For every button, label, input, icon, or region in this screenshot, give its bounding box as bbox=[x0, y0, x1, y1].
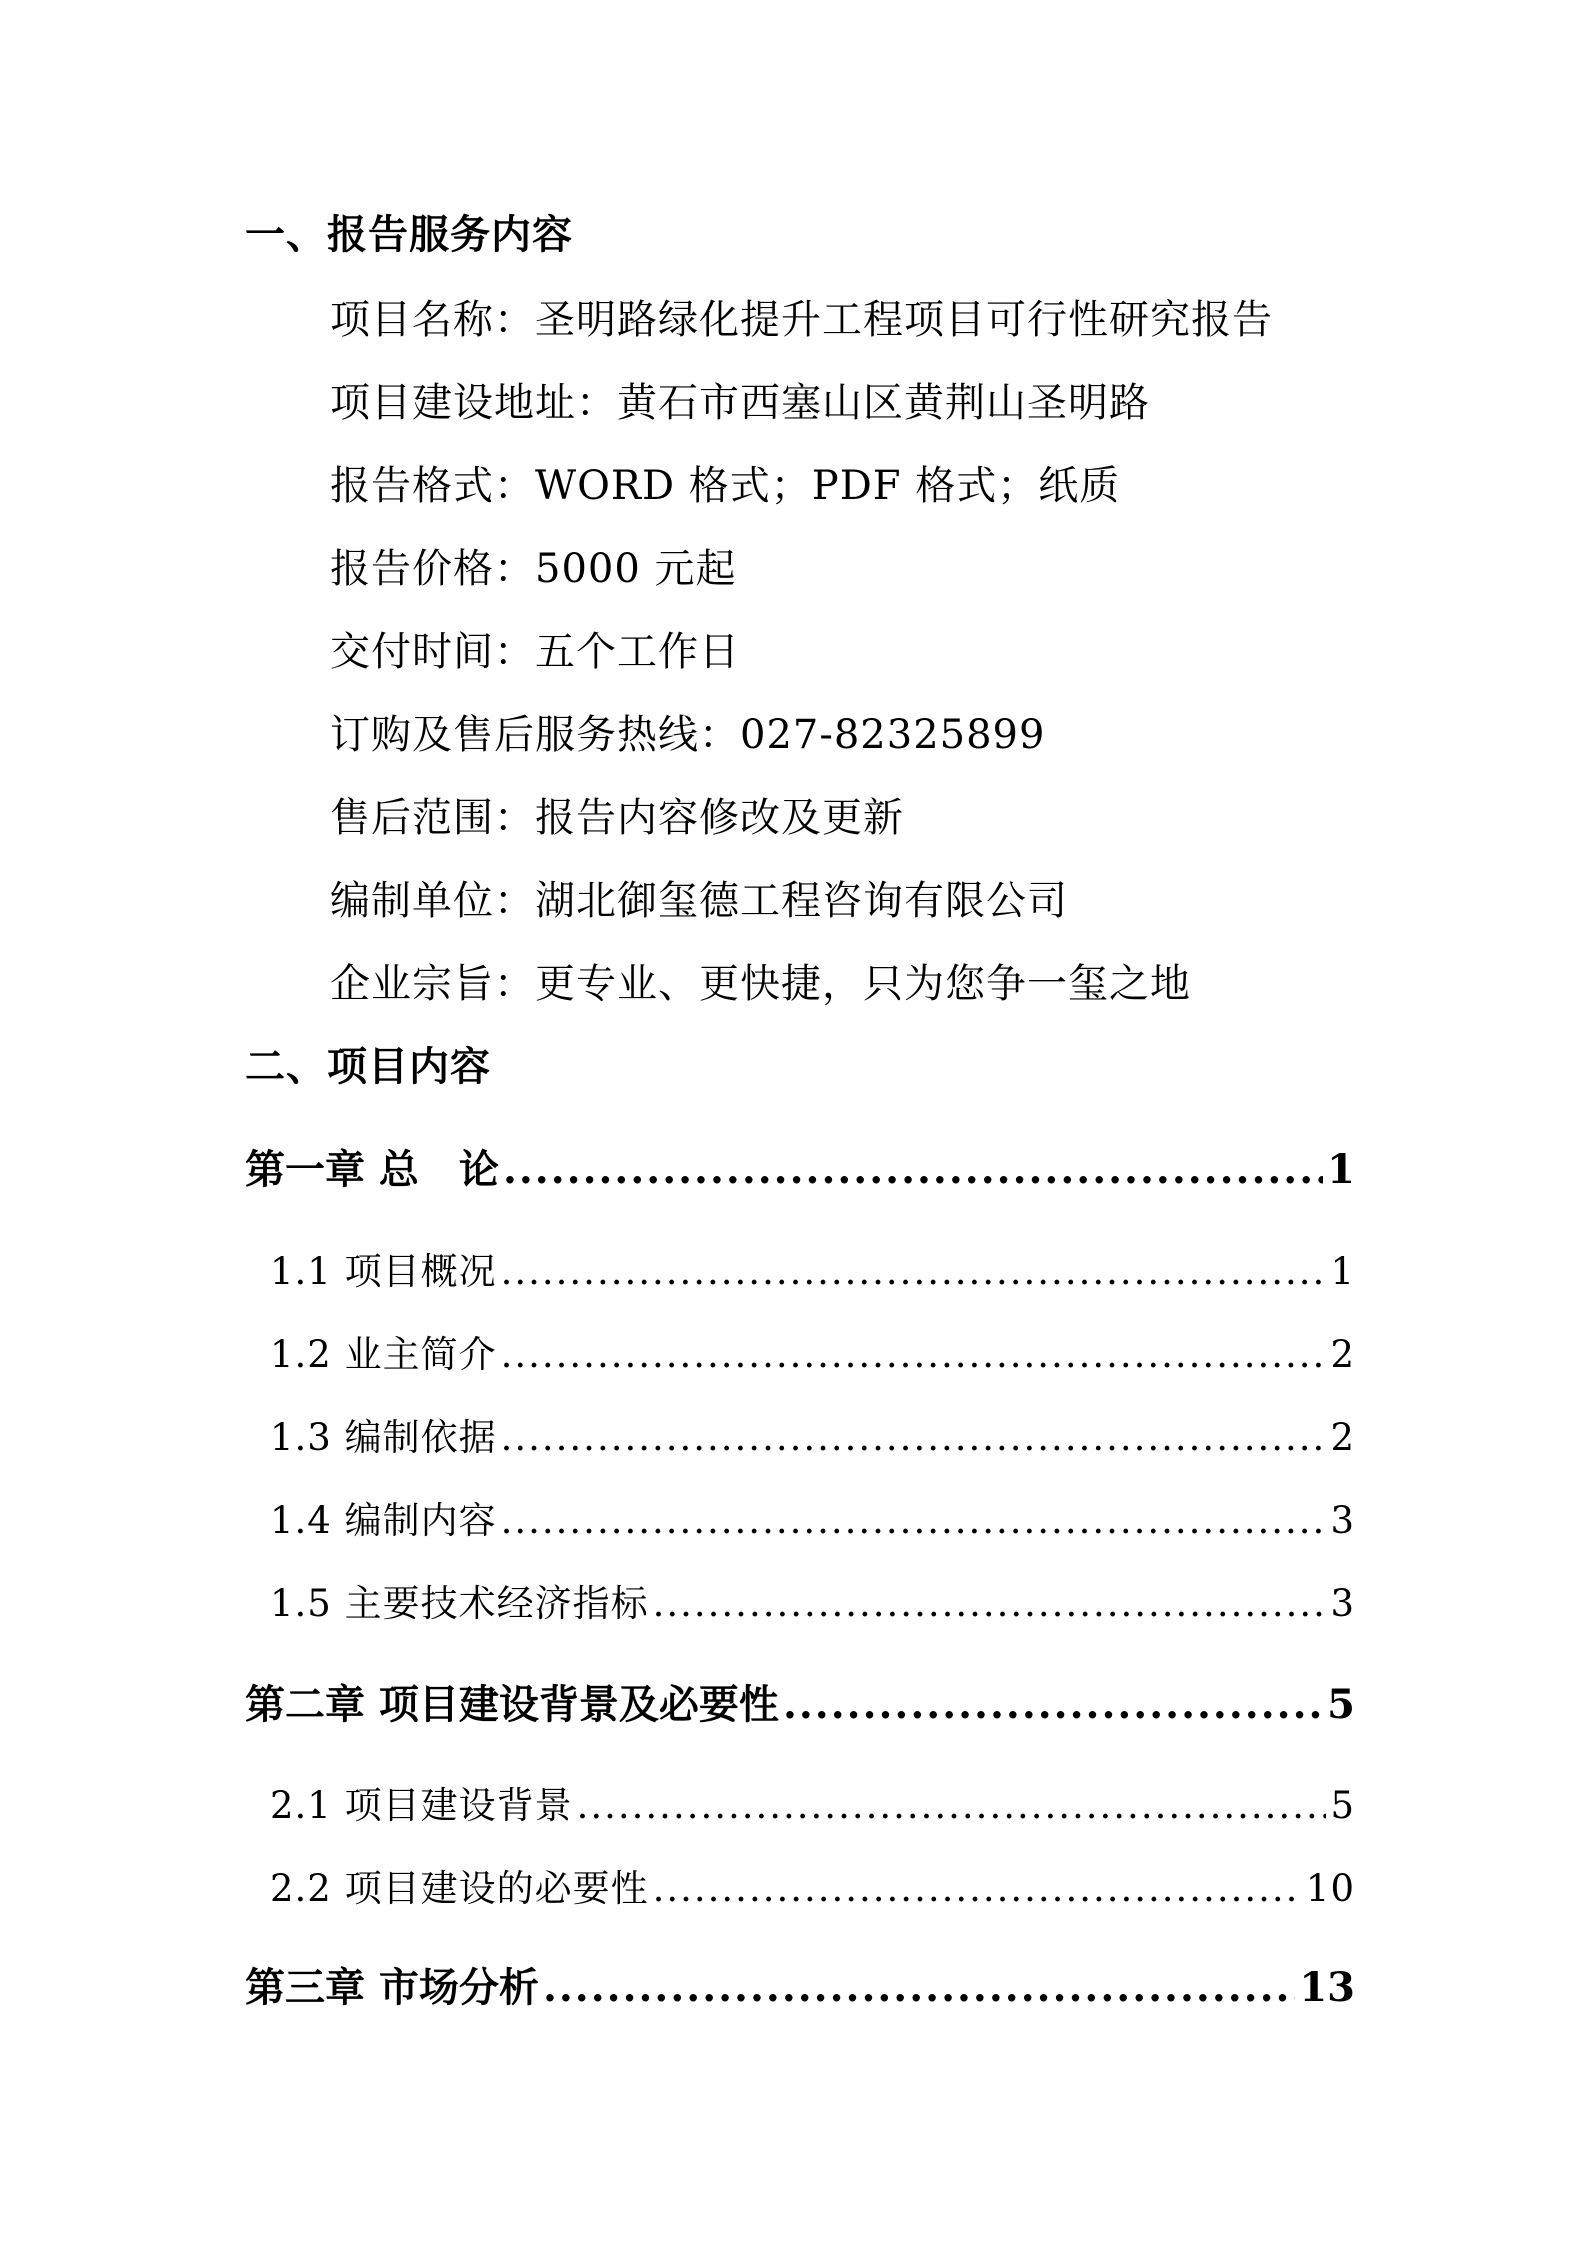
toc-label: 2.1 项目建设背景 bbox=[270, 1784, 573, 1827]
info-service-scope: 售后范围：报告内容修改及更新 bbox=[330, 795, 904, 841]
toc-page-number: 13 bbox=[1299, 1964, 1355, 2011]
toc-label: 1.4 编制内容 bbox=[270, 1499, 497, 1542]
toc-entry[interactable] bbox=[245, 1964, 1355, 2011]
toc-leader bbox=[501, 1502, 1327, 1539]
toc-leader bbox=[577, 1787, 1327, 1824]
toc-label: 1.5 主要技术经济指标 bbox=[270, 1582, 649, 1625]
toc-label: 2.2 项目建设的必要性 bbox=[270, 1867, 649, 1910]
toc-label: 第三章 市场分析 bbox=[245, 1964, 539, 2011]
toc-page-number: 3 bbox=[1330, 1582, 1355, 1625]
toc-entry[interactable] bbox=[270, 1416, 1355, 1459]
toc-leader bbox=[501, 1419, 1327, 1456]
toc-page-number: 10 bbox=[1305, 1867, 1355, 1910]
toc-entry[interactable] bbox=[270, 1582, 1355, 1625]
toc-page-number: 3 bbox=[1330, 1499, 1355, 1542]
toc-entry[interactable] bbox=[245, 1681, 1355, 1728]
toc-leader bbox=[501, 1253, 1327, 1290]
info-project-address: 项目建设地址：黄石市西塞山区黄荆山圣明路 bbox=[330, 380, 1150, 426]
toc-entry[interactable] bbox=[245, 1146, 1355, 1193]
info-report-price: 报告价格：5000 元起 bbox=[330, 546, 737, 592]
toc-label: 1.3 编制依据 bbox=[270, 1416, 497, 1459]
toc-leader bbox=[503, 1150, 1323, 1190]
toc-page-number: 5 bbox=[1327, 1681, 1355, 1728]
section1-heading: 一、报告服务内容 bbox=[245, 211, 573, 258]
toc-page-number: 2 bbox=[1330, 1416, 1355, 1459]
info-report-format: 报告格式：WORD 格式；PDF 格式；纸质 bbox=[330, 463, 1121, 509]
section2-heading: 二、项目内容 bbox=[245, 1043, 491, 1090]
info-compiler: 编制单位：湖北御玺德工程咨询有限公司 bbox=[330, 878, 1068, 924]
toc-page-number: 1 bbox=[1327, 1146, 1355, 1193]
toc-entry[interactable] bbox=[270, 1784, 1355, 1827]
toc-leader bbox=[543, 1968, 1295, 2008]
toc-page-number: 2 bbox=[1330, 1333, 1355, 1376]
toc-leader bbox=[653, 1585, 1327, 1622]
toc-leader bbox=[653, 1870, 1302, 1907]
toc-entry[interactable] bbox=[270, 1250, 1355, 1293]
toc-entry[interactable] bbox=[270, 1499, 1355, 1542]
toc-label: 1.2 业主简介 bbox=[270, 1333, 497, 1376]
toc-entry[interactable] bbox=[270, 1333, 1355, 1376]
toc-label: 第一章 总 论 bbox=[245, 1146, 499, 1193]
info-hotline: 订购及售后服务热线：027-82325899 bbox=[330, 712, 1046, 758]
info-project-name: 项目名称：圣明路绿化提升工程项目可行性研究报告 bbox=[330, 297, 1273, 343]
toc-label: 第二章 项目建设背景及必要性 bbox=[245, 1681, 779, 1728]
toc-leader bbox=[501, 1336, 1327, 1373]
info-delivery-time: 交付时间：五个工作日 bbox=[330, 629, 740, 675]
toc-leader bbox=[783, 1685, 1323, 1725]
toc-page-number: 1 bbox=[1330, 1250, 1355, 1293]
toc-label: 1.1 项目概况 bbox=[270, 1250, 497, 1293]
info-mission: 企业宗旨：更专业、更快捷，只为您争一玺之地 bbox=[330, 961, 1191, 1007]
toc-page-number: 5 bbox=[1330, 1784, 1355, 1827]
toc-entry[interactable] bbox=[270, 1867, 1355, 1910]
